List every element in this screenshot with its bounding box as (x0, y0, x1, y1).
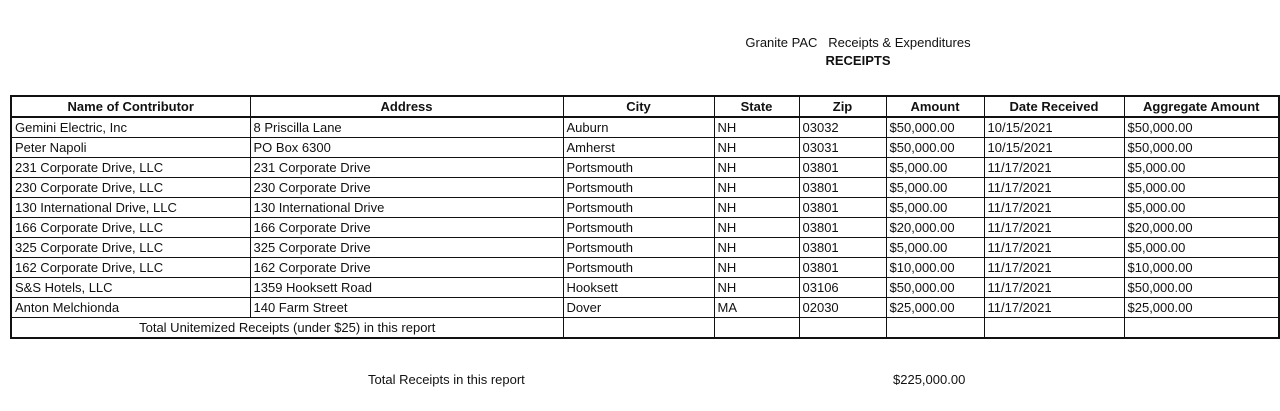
table-cell: 03801 (799, 198, 886, 218)
table-cell: 230 Corporate Drive, LLC (11, 178, 250, 198)
table-cell: NH (714, 258, 799, 278)
column-header: Date Received (984, 96, 1124, 117)
table-cell (886, 318, 984, 339)
table-cell: Dover (563, 298, 714, 318)
table-cell: PO Box 6300 (250, 138, 563, 158)
table-cell: Anton Melchionda (11, 298, 250, 318)
column-header: Aggregate Amount (1124, 96, 1279, 117)
table-cell: Gemini Electric, Inc (11, 117, 250, 138)
table-cell: Portsmouth (563, 258, 714, 278)
table-cell: 230 Corporate Drive (250, 178, 563, 198)
total-receipts-label: Total Receipts in this report (368, 372, 525, 387)
table-cell: $50,000.00 (886, 278, 984, 298)
table-cell: Auburn (563, 117, 714, 138)
table-cell: 03801 (799, 238, 886, 258)
table-cell: 03801 (799, 158, 886, 178)
table-cell: 11/17/2021 (984, 198, 1124, 218)
table-cell: Portsmouth (563, 238, 714, 258)
table-cell: $10,000.00 (886, 258, 984, 278)
table-cell: NH (714, 117, 799, 138)
table-cell: 11/17/2021 (984, 258, 1124, 278)
total-receipts-value: $225,000.00 (893, 372, 966, 387)
table-cell: 11/17/2021 (984, 298, 1124, 318)
table-cell: $5,000.00 (1124, 178, 1279, 198)
report-title-block (700, 34, 1016, 70)
table-cell: NH (714, 198, 799, 218)
table-cell: 130 International Drive (250, 198, 563, 218)
table-cell: Portsmouth (563, 158, 714, 178)
table-cell: 130 International Drive, LLC (11, 198, 250, 218)
table-cell: Amherst (563, 138, 714, 158)
table-row (11, 117, 1279, 138)
table-row (11, 298, 1279, 318)
table-cell: NH (714, 138, 799, 158)
table-cell: Portsmouth (563, 178, 714, 198)
table-cell: 140 Farm Street (250, 298, 563, 318)
table-cell: $25,000.00 (886, 298, 984, 318)
table-row (11, 218, 1279, 238)
table-cell: 03801 (799, 218, 886, 238)
table-cell: NH (714, 178, 799, 198)
table-cell: 1359 Hooksett Road (250, 278, 563, 298)
table-cell: 166 Corporate Drive, LLC (11, 218, 250, 238)
table-row (11, 158, 1279, 178)
table-cell: $25,000.00 (1124, 298, 1279, 318)
table-cell: 231 Corporate Drive, LLC (11, 158, 250, 178)
report-subtitle: RECEIPTS (825, 53, 891, 68)
table-header-row (11, 96, 1279, 117)
table-row (11, 258, 1279, 278)
table-cell: $5,000.00 (886, 158, 984, 178)
table-cell: NH (714, 218, 799, 238)
table-cell: $5,000.00 (1124, 238, 1279, 258)
table-cell: 11/17/2021 (984, 178, 1124, 198)
table-row (11, 198, 1279, 218)
table-cell: MA (714, 298, 799, 318)
table-cell (714, 318, 799, 339)
table-cell: $10,000.00 (1124, 258, 1279, 278)
table-cell: 10/15/2021 (984, 117, 1124, 138)
table-cell: $20,000.00 (1124, 218, 1279, 238)
table-cell: 11/17/2021 (984, 278, 1124, 298)
unitemized-label: Total Unitemized Receipts (under $25) in this report (11, 318, 563, 339)
table-cell: NH (714, 238, 799, 258)
table-cell: Portsmouth (563, 198, 714, 218)
table-cell: $5,000.00 (886, 178, 984, 198)
table-cell: Hooksett (563, 278, 714, 298)
table-cell: NH (714, 278, 799, 298)
table-cell: 03801 (799, 258, 886, 278)
table-cell: 02030 (799, 298, 886, 318)
table-cell: $5,000.00 (886, 198, 984, 218)
table-row (11, 238, 1279, 258)
table-cell: 8 Priscilla Lane (250, 117, 563, 138)
column-header: Address (250, 96, 563, 117)
report-title: Granite PAC Receipts & Expenditures (745, 35, 971, 50)
column-header: Zip (799, 96, 886, 117)
table-cell: $50,000.00 (1124, 117, 1279, 138)
table-cell: 03106 (799, 278, 886, 298)
table-cell: $5,000.00 (1124, 198, 1279, 218)
table-cell: $50,000.00 (1124, 278, 1279, 298)
receipts-table (10, 95, 1280, 339)
table-cell: NH (714, 158, 799, 178)
table-cell: $20,000.00 (886, 218, 984, 238)
table-cell: S&S Hotels, LLC (11, 278, 250, 298)
table-cell (563, 318, 714, 339)
table-cell: 325 Corporate Drive, LLC (11, 238, 250, 258)
table-cell: 10/15/2021 (984, 138, 1124, 158)
column-header: Amount (886, 96, 984, 117)
table-cell: 231 Corporate Drive (250, 158, 563, 178)
table-cell: 03801 (799, 178, 886, 198)
column-header: City (563, 96, 714, 117)
table-cell (1124, 318, 1279, 339)
table-cell: 11/17/2021 (984, 158, 1124, 178)
table-cell: 162 Corporate Drive (250, 258, 563, 278)
table-cell (984, 318, 1124, 339)
table-cell: 03031 (799, 138, 886, 158)
table-cell: 11/17/2021 (984, 238, 1124, 258)
table-cell: 11/17/2021 (984, 218, 1124, 238)
table-cell: Peter Napoli (11, 138, 250, 158)
column-header: State (714, 96, 799, 117)
table-cell: 162 Corporate Drive, LLC (11, 258, 250, 278)
table-cell: 166 Corporate Drive (250, 218, 563, 238)
table-cell: $5,000.00 (886, 238, 984, 258)
table-cell: $50,000.00 (886, 138, 984, 158)
table-cell: $50,000.00 (886, 117, 984, 138)
table-cell: $5,000.00 (1124, 158, 1279, 178)
table-cell: 325 Corporate Drive (250, 238, 563, 258)
table-cell: 03032 (799, 117, 886, 138)
table-row (11, 138, 1279, 158)
table-cell: $50,000.00 (1124, 138, 1279, 158)
unitemized-row (11, 318, 1279, 339)
table-row (11, 278, 1279, 298)
table-cell: Portsmouth (563, 218, 714, 238)
table-row (11, 178, 1279, 198)
table-cell (799, 318, 886, 339)
column-header: Name of Contributor (11, 96, 250, 117)
